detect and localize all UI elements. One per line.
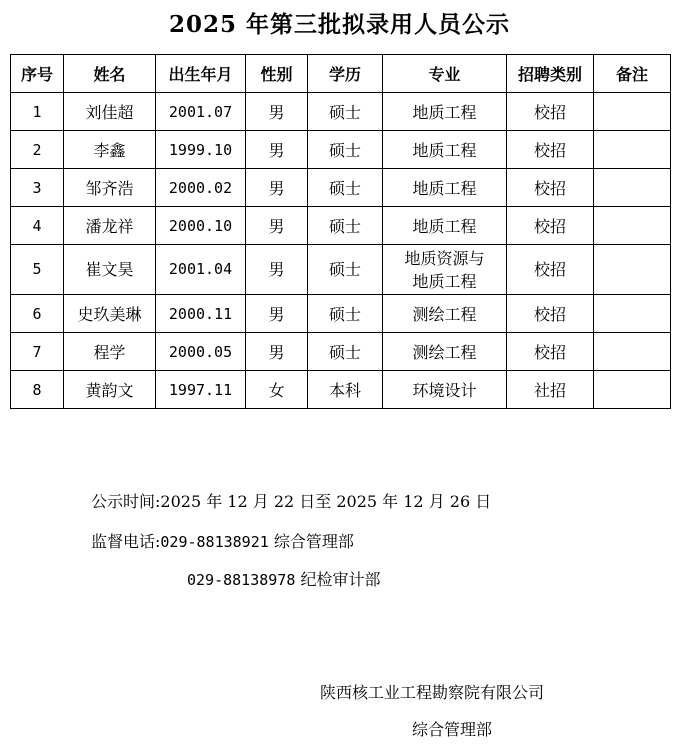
notice-phone-1 <box>91 529 354 552</box>
header-cell: 招聘类别 <box>507 55 594 93</box>
recruit-type-cell: 校招 <box>507 207 594 245</box>
major-cell: 环境设计 <box>383 371 507 409</box>
note-cell <box>594 131 671 169</box>
name-cell: 崔文昊 <box>64 245 156 295</box>
education-cell: 硕士 <box>308 169 383 207</box>
notice-phone-2 <box>187 567 380 590</box>
name-cell: 黄韵文 <box>64 371 156 409</box>
phone-label: 监督电话: <box>91 532 161 551</box>
header-cell: 出生年月 <box>156 55 246 93</box>
row-number-cell: 8 <box>11 371 64 409</box>
education-cell: 硕士 <box>308 295 383 333</box>
row-number-cell: 4 <box>11 207 64 245</box>
signature-dept: 综合管理部 <box>412 720 493 739</box>
gender-cell: 男 <box>246 169 308 207</box>
name-cell: 刘佳超 <box>64 93 156 131</box>
period-label: 公示时间: <box>91 492 161 511</box>
major-line: 地质资源与 <box>404 248 485 268</box>
birth-cell: 2000.05 <box>156 333 246 371</box>
name-cell: 邹齐浩 <box>64 169 156 207</box>
row-number-cell: 5 <box>11 245 64 295</box>
note-cell <box>594 295 671 333</box>
birth-cell: 2001.07 <box>156 93 246 131</box>
major-cell: 测绘工程 <box>383 295 507 333</box>
page-title: 2025 年第三批拟录用人员公示 <box>168 11 511 38</box>
name-cell: 李鑫 <box>64 131 156 169</box>
note-cell <box>594 245 671 295</box>
major-cell: 测绘工程 <box>383 333 507 371</box>
header-cell: 序号 <box>11 55 64 93</box>
name-cell: 史玖美琳 <box>64 295 156 333</box>
major-cell: 地质工程 <box>383 169 507 207</box>
major-cell <box>383 245 507 295</box>
candidates-table <box>10 54 671 409</box>
table-row <box>11 333 671 371</box>
table-row <box>11 207 671 245</box>
name-cell: 潘龙祥 <box>64 207 156 245</box>
gender-cell: 男 <box>246 93 308 131</box>
birth-cell: 2001.04 <box>156 245 246 295</box>
table-row <box>11 371 671 409</box>
table-header-row <box>11 55 671 93</box>
phone-number: 029-88138978 <box>187 571 296 589</box>
major-line: 地质工程 <box>412 271 477 291</box>
recruit-type-cell: 校招 <box>507 93 594 131</box>
recruit-type-cell: 校招 <box>507 295 594 333</box>
recruit-type-cell: 校招 <box>507 131 594 169</box>
education-cell: 硕士 <box>308 131 383 169</box>
table-row <box>11 93 671 131</box>
phone-dept: 纪检审计部 <box>300 570 381 589</box>
note-cell <box>594 207 671 245</box>
major-cell: 地质工程 <box>383 131 507 169</box>
education-cell: 本科 <box>308 371 383 409</box>
header-cell: 备注 <box>594 55 671 93</box>
table-row <box>11 245 671 295</box>
header-cell: 姓名 <box>64 55 156 93</box>
birth-cell: 1999.10 <box>156 131 246 169</box>
birth-cell: 2000.02 <box>156 169 246 207</box>
row-number-cell: 2 <box>11 131 64 169</box>
gender-cell: 男 <box>246 207 308 245</box>
header-cell: 学历 <box>308 55 383 93</box>
note-cell <box>594 169 671 207</box>
name-cell: 程学 <box>64 333 156 371</box>
table-row <box>11 169 671 207</box>
row-number-cell: 6 <box>11 295 64 333</box>
note-cell <box>594 93 671 131</box>
education-cell: 硕士 <box>308 207 383 245</box>
recruit-type-cell: 社招 <box>507 371 594 409</box>
note-cell <box>594 371 671 409</box>
gender-cell: 男 <box>246 295 308 333</box>
education-cell: 硕士 <box>308 333 383 371</box>
phone-number: 029-88138921 <box>160 533 269 551</box>
education-cell: 硕士 <box>308 93 383 131</box>
gender-cell: 男 <box>246 333 308 371</box>
period-value: 2025 年 12 月 22 日至 2025 年 12 月 26 日 <box>160 492 492 511</box>
birth-cell: 2000.11 <box>156 295 246 333</box>
recruit-type-cell: 校招 <box>507 169 594 207</box>
notice-period <box>91 489 491 512</box>
birth-cell: 2000.10 <box>156 207 246 245</box>
birth-cell: 1997.11 <box>156 371 246 409</box>
header-cell: 性别 <box>246 55 308 93</box>
table-row <box>11 295 671 333</box>
gender-cell: 女 <box>246 371 308 409</box>
gender-cell: 男 <box>246 245 308 295</box>
note-cell <box>594 333 671 371</box>
education-cell: 硕士 <box>308 245 383 295</box>
row-number-cell: 3 <box>11 169 64 207</box>
signature-org: 陕西核工业工程勘察院有限公司 <box>320 683 545 702</box>
header-cell: 专业 <box>383 55 507 93</box>
row-number-cell: 1 <box>11 93 64 131</box>
major-cell: 地质工程 <box>383 207 507 245</box>
gender-cell: 男 <box>246 131 308 169</box>
table-row <box>11 131 671 169</box>
recruit-type-cell: 校招 <box>507 245 594 295</box>
row-number-cell: 7 <box>11 333 64 371</box>
phone-dept: 综合管理部 <box>273 532 354 551</box>
recruit-type-cell: 校招 <box>507 333 594 371</box>
major-cell: 地质工程 <box>383 93 507 131</box>
